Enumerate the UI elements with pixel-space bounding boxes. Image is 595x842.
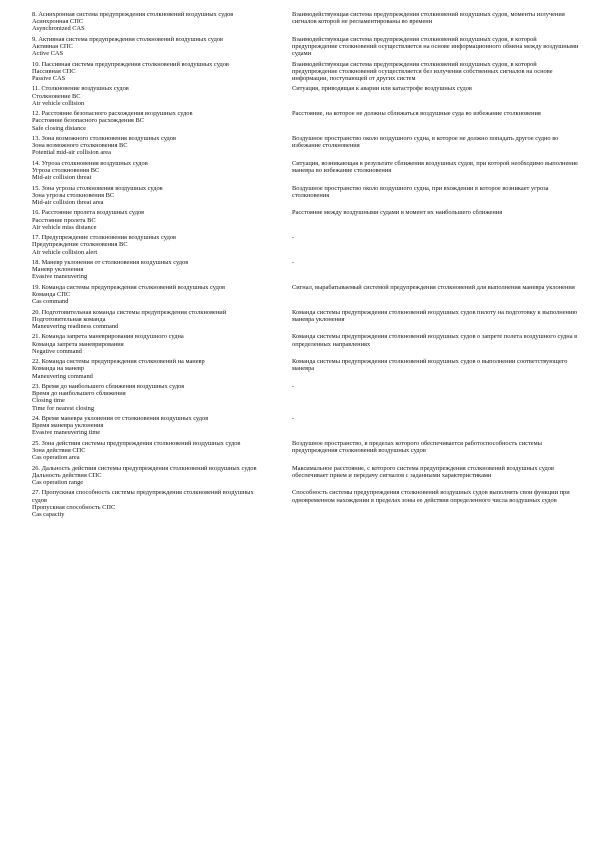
term-english: Cas capacity	[32, 510, 65, 518]
term-cell	[32, 415, 262, 437]
term-definition: -	[292, 234, 295, 242]
term-cell	[32, 284, 262, 306]
term-abbreviation: Предупреждение столкновения ВС	[32, 241, 128, 249]
term-entry	[32, 61, 562, 83]
term-definition: Расстояние, на которое не должны сближаться воздушные суда во избежание столкновения	[292, 110, 541, 118]
term-definition: Ситуация, приводящая к аварии или катастрофе воздушных судов	[292, 85, 472, 93]
term-cell	[32, 135, 262, 157]
term-english: Passive CAS	[32, 75, 66, 82]
term-definition: Максимальное расстояние, с которого система предупреждения столкновений воздушных судов обеспечивает прием и передачу сигналов с заданными характеристиками	[292, 464, 555, 479]
term-cell	[32, 358, 262, 380]
term-title: 17. Предупреждение столкновения воздушных судов	[32, 234, 177, 242]
term-abbreviation: Столкновение ВС	[32, 92, 81, 100]
term-definition: Команда системы предупреждения столкновений воздушных судов о запрете полета воздушного судна в определенных направлениях	[292, 333, 578, 348]
term-cell	[32, 36, 262, 58]
term-english: Mid-air collision threat area	[32, 198, 104, 206]
term-title: 19. Команда системы предупреждения столкновений воздушных судов	[32, 283, 226, 291]
term-cell	[32, 110, 262, 132]
term-definition: Воздушное пространство около воздушного судна, при вхождении в которое возникает угроза столкновения	[292, 184, 549, 199]
term-entry	[32, 415, 562, 437]
term-definition: Команда системы предупреждения столкновений воздушных судов пилоту на подготовку к выполнению маневра уклонения	[292, 308, 578, 323]
term-title: 8. Асинхронная система предупреждения столкновений воздушных судов	[32, 11, 234, 18]
term-english: Air vehicle collision	[32, 99, 85, 107]
term-cell	[32, 333, 262, 355]
term-cell	[32, 209, 262, 231]
term-title: 21. Команда запрета маневрирования воздушного судна	[32, 333, 184, 341]
term-entry	[32, 489, 570, 518]
term-entry	[32, 85, 562, 107]
term-definition: Воздушное пространство около воздушного судна, в которое не должно попадать другое судно во избежание столкновения	[292, 134, 559, 150]
term-definition: -	[292, 414, 295, 422]
term-abbreviation: Пассивная СПС	[32, 67, 76, 75]
term-entry	[32, 11, 565, 33]
term-title: 22. Команда системы предупреждения столкновений на маневр	[32, 358, 205, 366]
term-title: 26. Дальность действия системы предупреждения столкновений воздушных судов	[32, 464, 257, 472]
term-cell	[32, 185, 262, 207]
term-entry	[32, 110, 562, 132]
term-definition: Сигнал, вырабатываемый системой предупреждения столкновений для выполнения маневра уклонения	[292, 283, 575, 291]
term-title: 13. Зона возможного столкновения воздушных судов	[32, 134, 177, 142]
term-english: Maneuvering readiness command	[32, 322, 119, 330]
term-abbreviation: Асинхронная СПС	[32, 18, 84, 26]
term-entry	[32, 209, 562, 231]
term-entry	[32, 465, 562, 487]
term-abbreviation: Команда СПС	[32, 290, 71, 298]
term-definition: -	[292, 258, 295, 266]
term-cell	[32, 11, 262, 33]
term-english: Cas operation range	[32, 478, 84, 486]
term-entry	[32, 283, 575, 306]
term-abbreviation: Подготовительная команда	[32, 315, 106, 323]
term-title: 20. Подготовительная команда системы предупреждения столкновений	[32, 308, 227, 316]
term-abbreviation: Пропускная способность СПС	[32, 503, 116, 511]
term-cell	[32, 465, 262, 487]
term-english: Cas operation area	[32, 454, 80, 462]
term-abbreviation: Угроза столкновения ВС	[32, 166, 100, 174]
term-title: 16. Расстояние пролета воздушных судов	[32, 209, 145, 217]
term-entry	[32, 159, 578, 182]
term-english: Negative command	[32, 347, 82, 355]
term-title: 27. Пропускная способность системы предупреждения столкновений воздушных судов	[32, 489, 254, 504]
term-title: 18. Маневр уклонения от столкновения воздушных судов	[32, 258, 189, 266]
term-title: 23. Время до наибольшего сближения воздушных судов	[32, 382, 185, 390]
term-cell	[32, 309, 262, 331]
term-definition: Команда системы предупреждения столкновений воздушных судов о выполнении соответствующего маневра	[292, 358, 568, 373]
term-english: Cas command	[32, 298, 69, 306]
term-abbreviation: Зона возможного столкновения ВС	[32, 142, 128, 150]
term-abbreviation: Зона действия СПС	[32, 446, 86, 454]
term-english: Time for nearest closing	[32, 404, 95, 412]
term-title: 15. Зона угрозы столкновения воздушных судов	[32, 184, 163, 192]
term-title: 12. Расстояние безопасного расхождения воздушных судов	[32, 110, 193, 118]
term-entry	[32, 35, 579, 58]
term-english: Air vehicle miss distance	[32, 223, 97, 231]
term-abbreviation-alt: Closing time	[32, 397, 65, 405]
term-abbreviation: Активная СПС	[32, 43, 73, 50]
term-title: 11. Столкновение воздушных судов	[32, 85, 129, 93]
term-title: 25. Зона действия системы предупреждения столкновений воздушных судов	[32, 439, 241, 447]
term-abbreviation: Дальность действия СПС	[32, 471, 102, 479]
term-abbreviation: Команда запрета маневрирования	[32, 340, 124, 348]
term-cell	[32, 383, 262, 412]
term-entry	[32, 308, 578, 331]
term-abbreviation: Расстояние пролета ВС	[32, 216, 96, 224]
term-entry	[32, 259, 562, 281]
term-definition: Взаимодействующая система предупреждения столкновений воздушных судов, моменты излучения сигналов которой не регламентированы во времени	[292, 11, 565, 26]
term-english: Asynchronized CAS	[32, 25, 85, 33]
term-title: 10. Пассивная система предупреждения столкновений воздушных судов	[32, 60, 229, 68]
term-entry	[32, 333, 578, 355]
term-definition: Воздушное пространство, в пределах которого обеспечивается работоспособность системы предупреждения столкновений воздушных судов	[292, 439, 542, 454]
term-english: Evasive maneuvering	[32, 273, 88, 281]
term-entry	[32, 135, 562, 157]
term-definition: Взаимодействующая система предупреждения столкновений воздушных судов, в которой предупреждение столкновений осуществляется без излучения собственных сигналов на основе информации, поступающей от других систем	[292, 60, 553, 82]
term-abbreviation: Команда на маневр	[32, 365, 85, 373]
term-english: Mid-air collision threat	[32, 174, 92, 182]
term-entry	[32, 358, 568, 380]
term-definition: Взаимодействующая система предупреждения столкновений воздушных судов, в которой предупреждение столкновений осуществляется на основе информационного обмена между воздушными судами	[292, 35, 579, 58]
term-cell	[32, 160, 262, 182]
term-title: 14. Угроза столкновения воздушных судов	[32, 159, 148, 167]
terms-table	[32, 11, 579, 521]
term-abbreviation: Время до наибольшего сближения	[32, 390, 126, 398]
term-english: Evasive maneuvering time	[32, 429, 101, 437]
term-cell	[32, 259, 262, 281]
term-abbreviation: Время маневра уклонения	[32, 422, 104, 430]
term-entry	[32, 234, 562, 256]
term-abbreviation: Маневр уклонения	[32, 266, 84, 274]
term-entry	[32, 440, 562, 462]
term-abbreviation: Зона угрозы столкновения ВС	[32, 191, 115, 199]
term-definition: Способность системы предупреждения столкновений воздушных судов выполнять свои функции при одновременном нахождении в пределах зоны ее действия определенного числа воздушных судов	[292, 489, 570, 504]
term-english: Maneuvering command	[32, 372, 93, 380]
term-definition: Ситуация, возникающая в результате сближения воздушных судов, при которой необходимо выполнение маневра во избежание столкновения	[292, 159, 578, 174]
term-english: Potential mid-air collision area	[32, 149, 111, 157]
term-definition: Расстояние между воздушными судами в момент их наибольшего сближения	[292, 209, 503, 217]
term-cell	[32, 234, 262, 256]
term-entry	[32, 383, 562, 412]
term-abbreviation: Расстояние безопасного расхождения ВС	[32, 117, 144, 125]
term-cell	[32, 85, 262, 107]
term-entry	[32, 185, 562, 207]
term-cell	[32, 61, 262, 83]
term-english: Safe closing distance	[32, 124, 86, 132]
term-english: Active CAS	[32, 50, 64, 58]
term-title: 9. Активная система предупреждения столкновений воздушных судов	[32, 35, 224, 43]
term-cell	[32, 489, 262, 518]
term-cell	[32, 440, 262, 462]
term-title: 24. Время маневра уклонения от столкновения воздушных судов	[32, 414, 209, 422]
term-english: Air vehicle collision alert	[32, 248, 98, 256]
term-definition: -	[292, 382, 295, 390]
